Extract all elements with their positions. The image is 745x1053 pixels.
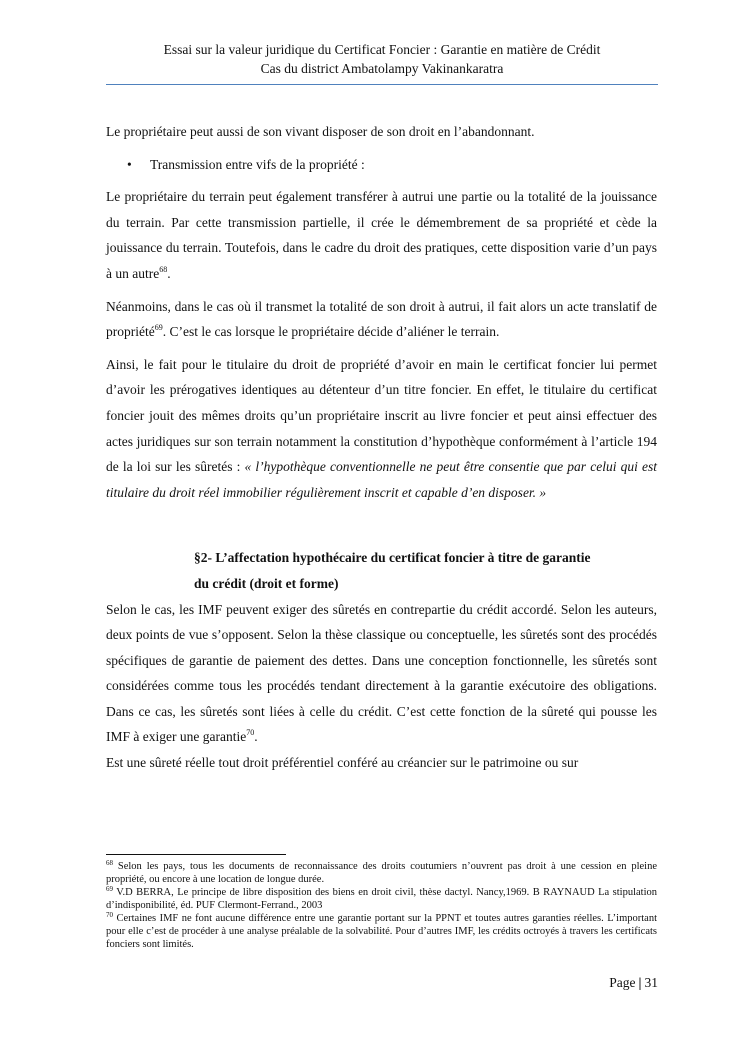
footnote-number: 68 bbox=[106, 859, 113, 867]
header-title: Essai sur la valeur juridique du Certificat Foncier : Garantie en matière de Crédit bbox=[163, 42, 601, 57]
paragraph-4-quote: « l’hypothèque conventionnelle ne peut être consentie que par celui qui est titulaire du droit réel immobilier régulièrement inscrit et capable d’en disposer. » bbox=[106, 459, 657, 500]
footnote-separator bbox=[106, 854, 286, 855]
section-heading-line-2: du crédit (droit et forme) bbox=[194, 575, 339, 591]
bullet-text: Transmission entre vifs de la propriété : bbox=[150, 156, 365, 172]
paragraph-5 bbox=[106, 597, 657, 751]
footnote-text: V.D BERRA, Le principe de libre disposition des biens en droit civil, thèse dactyl. Nancy,1969. B RAYNAUD La stipulation d’indisponibilité, éd. PUF Clermont-Ferrand., 2003 bbox=[106, 887, 657, 911]
footnote-ref-69[interactable]: 69 bbox=[154, 323, 163, 333]
paragraph-3-end: . C’est le cas lorsque le propriétaire décide d’aliéner le terrain. bbox=[162, 324, 500, 340]
footnote-ref-68[interactable]: 68 bbox=[159, 264, 168, 274]
page-number bbox=[580, 975, 658, 991]
paragraph-1: Le propriétaire peut aussi de son vivant disposer de son droit en l’abandonnant. bbox=[106, 124, 535, 139]
header-subtitle: Cas du district Ambatolampy Vakinankaratra bbox=[260, 61, 504, 76]
footnote-ref-70[interactable]: 70 bbox=[246, 728, 255, 738]
bullet-icon: • bbox=[127, 156, 132, 172]
paragraph-3 bbox=[106, 294, 657, 345]
paragraph-6: Est une sûreté réelle tout droit préférentiel conféré au créancier sur le patrimoine ou sur bbox=[106, 755, 579, 771]
section-heading-line-1: §2- L’affectation hypothécaire du certificat foncier à titre de garantie bbox=[194, 550, 591, 566]
footnote-number: 69 bbox=[106, 885, 113, 893]
footnote-70 bbox=[106, 912, 657, 951]
paragraph-2-text: Le propriétaire du terrain peut également transférer à autrui une partie ou la totalité de la jouissance du terrain. Par cette transmission partielle, il crée le démembrement de sa propriété et cède la jouissance du terrain. Toutefois, dans le cadre du droit des pratiques, cette disposition varie d’un pays à un autre bbox=[106, 189, 657, 281]
page-number-value: 31 bbox=[644, 975, 658, 990]
footnote-number: 70 bbox=[106, 911, 113, 919]
footnote-text: Selon les pays, tous les documents de reconnaissance des droits coutumiers n’ouvrent pas droit à une cession en pleine propriété, ou encore à une location de longue durée. bbox=[106, 861, 657, 885]
footnote-text: Certaines IMF ne font aucune différence entre une garantie portant sur la PPNT et toutes autres garanties réelles. L’important pour elle c’est de procéder à une analyse préalable de la solvabilité. Pour d’autres IMF, les crédits octroyés à travers les certificats fonciers sont limités. bbox=[106, 913, 657, 950]
main-text bbox=[106, 119, 657, 776]
paragraph-5-text: Selon le cas, les IMF peuvent exiger des sûretés en contrepartie du crédit accordé. Selon les auteurs, deux points de vue s’opposent. Selon la thèse classique ou conceptuelle, les sûretés sont des procédés spécifiques de garantie de paiement des dettes. Dans une conception fonctionnelle, les sûretés sont considérées comme tous les procédés tendant directement à la garantie exécutoire des obligations. Dans ce cas, les sûretés sont liées à celle du crédit. C’est cette fonction de la sûreté qui pousse les IMF à exiger une garantie bbox=[106, 601, 657, 745]
bullet-item bbox=[106, 152, 657, 178]
footnotes bbox=[106, 860, 657, 951]
paragraph-2-end: . bbox=[167, 265, 171, 281]
footnote-69 bbox=[106, 886, 657, 912]
paragraph-3-text: Néanmoins, dans le cas où il transmet la totalité de son droit à autrui, il fait alors un acte translatif de propriété bbox=[106, 298, 657, 340]
paragraph-5-end: . bbox=[254, 729, 258, 745]
page-separator: | bbox=[638, 975, 642, 990]
paragraph-4 bbox=[106, 352, 657, 506]
paragraph-4-text: Ainsi, le fait pour le titulaire du droit de propriété d’avoir en main le certificat foncier lui permet d’avoir les prérogatives identiques au détenteur d’un titre foncier. En effet, le titulaire du certificat foncier jouit des mêmes droits qu’un propriétaire inscrit au livre foncier et peut ainsi effectuer des actes juridiques sur son terrain notamment la constitution d’hypothèque conformément à l’article 194 de la loi sur les sûretés : bbox=[106, 356, 657, 475]
running-header bbox=[106, 40, 658, 78]
footnote-68 bbox=[106, 860, 657, 886]
header-rule bbox=[106, 84, 658, 85]
section-heading bbox=[106, 545, 657, 596]
paragraph-2 bbox=[106, 184, 657, 286]
page-label: Page bbox=[609, 975, 636, 990]
